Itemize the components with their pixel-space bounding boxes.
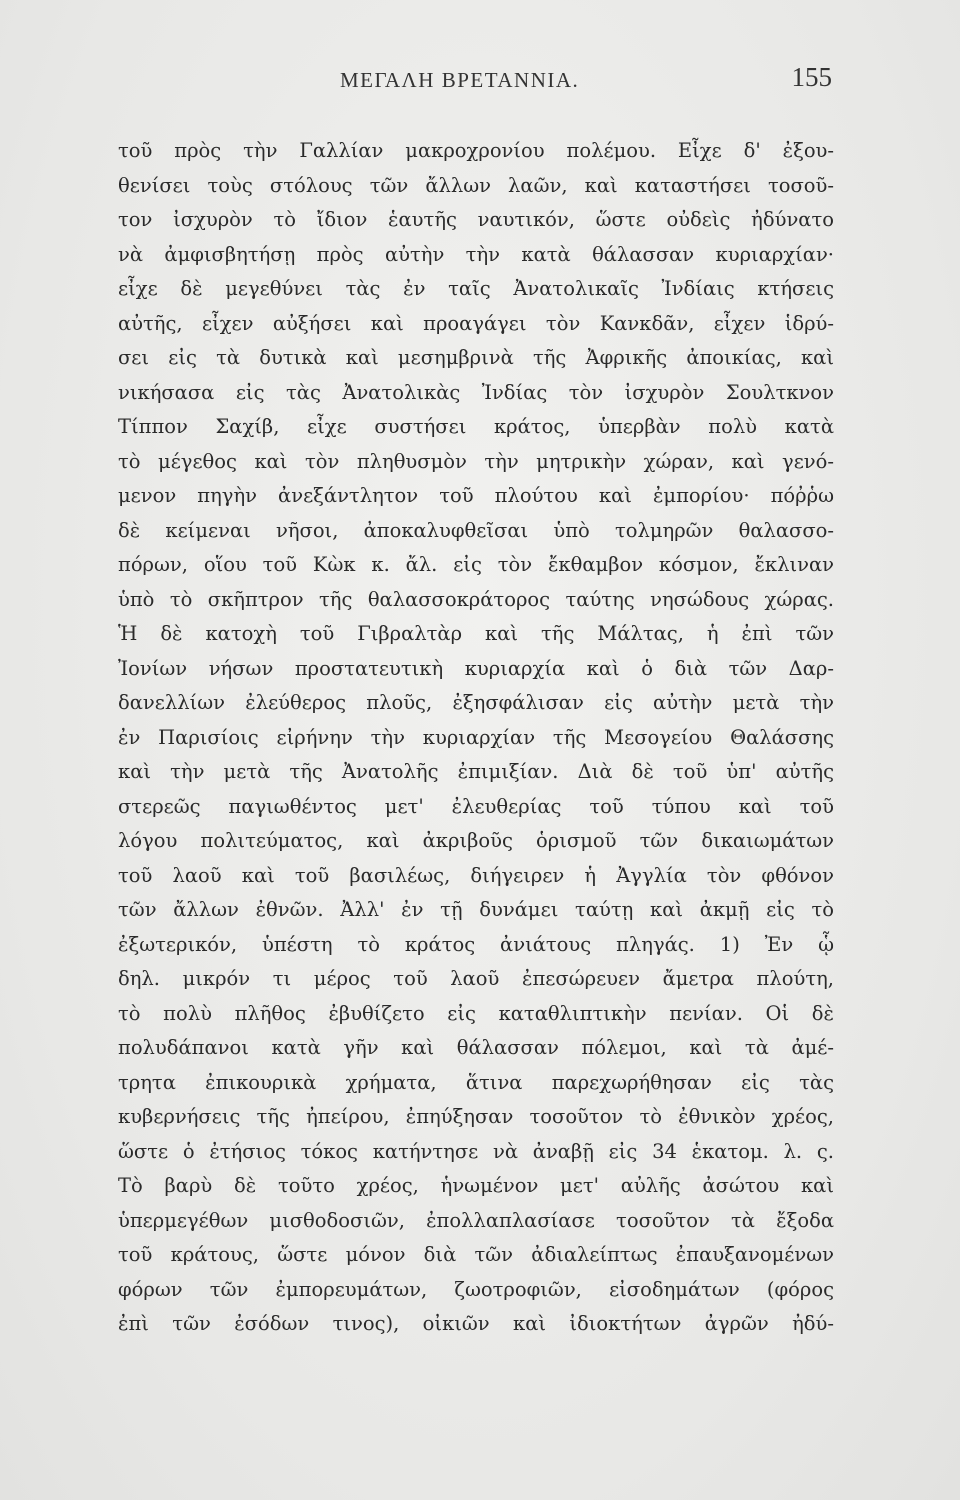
- text-line: αὐτῆς, εἶχεν αὐξήσει καὶ προαγάγει τὸν Κανκδᾶν, εἶχεν ἱδρύ-: [118, 311, 834, 335]
- text-line: δανελλίων ἐλεύθερος πλοῦς, ἐξησφάλισαν εἰς αὐτὴν μετὰ τὴν: [118, 691, 834, 714]
- text-line: μενον πηγὴν ἀνεξάντλητον τοῦ πλούτου καὶ ἐμπορίου· πόῤῥω: [118, 484, 834, 507]
- text-line: φόρων τῶν ἐμπορευμάτων, ζωοτροφιῶν, εἰσοδημάτων (φόρος: [118, 1277, 834, 1301]
- text-line: λόγου πολιτεύματος, καὶ ἀκριβοῦς ὁρισμοῦ τῶν δικαιωμάτων: [118, 829, 834, 852]
- text-line: Ἡ δὲ κατοχὴ τοῦ Γιβραλτὰρ καὶ τῆς Μάλτας, ἡ ἐπὶ τῶν: [118, 622, 834, 645]
- text-line: δὲ κείμεναι νῆσοι, ἀποκαλυφθεῖσαι ὑπὸ τολμηρῶν θαλασσο-: [118, 518, 834, 542]
- text-line: τῶν ἄλλων ἐθνῶν. Ἀλλ' ἐν τῇ δυνάμει ταύτῃ καὶ ἀκμῇ εἰς τὸ: [118, 898, 834, 921]
- text-line: Ἰονίων νήσων προστατευτικὴ κυριαρχία καὶ ὁ διὰ τῶν Δαρ-: [118, 656, 834, 680]
- text-line: στερεῶς παγιωθέντος μετ' ἐλευθερίας τοῦ τύπου καὶ τοῦ: [118, 794, 834, 818]
- text-line: ὑπὸ τὸ σκῆπτρον τῆς θαλασσοκράτορος ταύτης νησώδους χώρας.: [118, 587, 834, 611]
- text-line: ἐν Παρισίοις εἰρήνην τὴν κυριαρχίαν τῆς Μεσογείου Θαλάσσης: [118, 725, 834, 749]
- text-line: Τὸ βαρὺ δὲ τοῦτο χρέος, ἡνωμένον μετ' αὐλῆς ἀσώτου καὶ: [118, 1174, 834, 1197]
- text-line: τοῦ λαοῦ καὶ τοῦ βασιλέως, διήγειρεν ἡ Ἀγγλία τὸν φθόνον: [118, 863, 834, 887]
- text-line: ὑπερμεγέθων μισθοδοσιῶν, ἐπολλαπλασίασε τοσοῦτον τὰ ἔξοδα: [118, 1208, 834, 1232]
- text-line: τον ἰσχυρὸν τὸ ἴδιον ἑαυτῆς ναυτικόν, ὥστε οὐδεὶς ἠδύνατο: [118, 208, 834, 231]
- text-line: σει εἰς τὰ δυτικὰ καὶ μεσημβρινὰ τῆς Ἀφρικῆς ἀποικίας, καὶ: [118, 346, 834, 369]
- text-line: ἐξωτερικόν, ὑπέστη τὸ κράτος ἀνιάτους πληγάς. 1) Ἐν ᾧ: [118, 932, 834, 956]
- text-line: Τίππον Σαχίβ, εἶχε συστήσει κράτος, ὑπερβὰν πολὺ κατὰ: [118, 415, 834, 438]
- text-line: τρητα ἐπικουρικὰ χρήματα, ἅτινα παρεχωρήθησαν εἰς τὰς: [118, 1070, 834, 1094]
- text-line: εἶχε δὲ μεγεθύνει τὰς ἐν ταῖς Ἀνατολικαῖς Ἰνδίαις κτήσεις: [118, 277, 834, 300]
- page-header: [120, 62, 832, 102]
- text-line: τὸ μέγεθος καὶ τὸν πληθυσμὸν τὴν μητρικὴν χώραν, καὶ γενό-: [118, 449, 834, 473]
- text-line: τοῦ κράτους, ὥστε μόνον διὰ τῶν ἀδιαλείπτως ἐπαυξανομένων: [118, 1243, 834, 1266]
- text-line: νικήσασα εἰς τὰς Ἀνατολικὰς Ἰνδίας τὸν ἰσχυρὸν Σουλτκνον: [118, 380, 834, 404]
- text-line: πόρων, οἵου τοῦ Κὼκ κ. ἄλ. εἰς τὸν ἔκθαμβον κόσμον, ἔκλιναν: [118, 553, 834, 576]
- page-number: 155: [791, 62, 832, 92]
- text-line: ἐπὶ τῶν ἐσόδων τινος), οἰκιῶν καὶ ἰδιοκτήτων ἀγρῶν ἠδύ-: [118, 1312, 834, 1335]
- text-line: ὥστε ὁ ἐτήσιος τόκος κατήντησε νὰ ἀναβῇ εἰς 34 ἑκατομ. λ. ς.: [118, 1139, 834, 1163]
- text-line: πολυδάπανοι κατὰ γῆν καὶ θάλασσαν πόλεμοι, καὶ τὰ ἀμέ-: [118, 1036, 834, 1059]
- text-line: τοῦ πρὸς τὴν Γαλλίαν μακροχρονίου πολέμου. Εἶχε δ' ἐξου-: [118, 139, 834, 162]
- text-line: δηλ. μικρόν τι μέρος τοῦ λαοῦ ἐπεσώρευεν ἄμετρα πλούτη,: [118, 967, 834, 990]
- text-line: νὰ ἀμφισβητήσῃ πρὸς αὐτὴν τὴν κατὰ θάλασσαν κυριαρχίαν·: [118, 242, 834, 266]
- text-line: θενίσει τοὺς στόλους τῶν ἄλλων λαῶν, καὶ καταστήσει τοσοῦ-: [118, 173, 834, 197]
- text-line: κυβερνήσεις τῆς ἠπείρου, ἐπηύξησαν τοσοῦτον τὸ ἐθνικὸν χρέος,: [118, 1105, 834, 1128]
- text-line: τὸ πολὺ πλῆθος ἐβυθίζετο εἰς καταθλιπτικὴν πενίαν. Οἱ δὲ: [118, 1001, 834, 1025]
- running-title: ΜΕΓΑΛΗ ΒΡΕΤΑΝΝΙΑ.: [340, 68, 580, 92]
- text-line: καὶ τὴν μετὰ τῆς Ἀνατολῆς ἐπιμιξίαν. Διὰ δὲ τοῦ ὑπ' αὐτῆς: [118, 760, 834, 783]
- body-text: [118, 134, 834, 1342]
